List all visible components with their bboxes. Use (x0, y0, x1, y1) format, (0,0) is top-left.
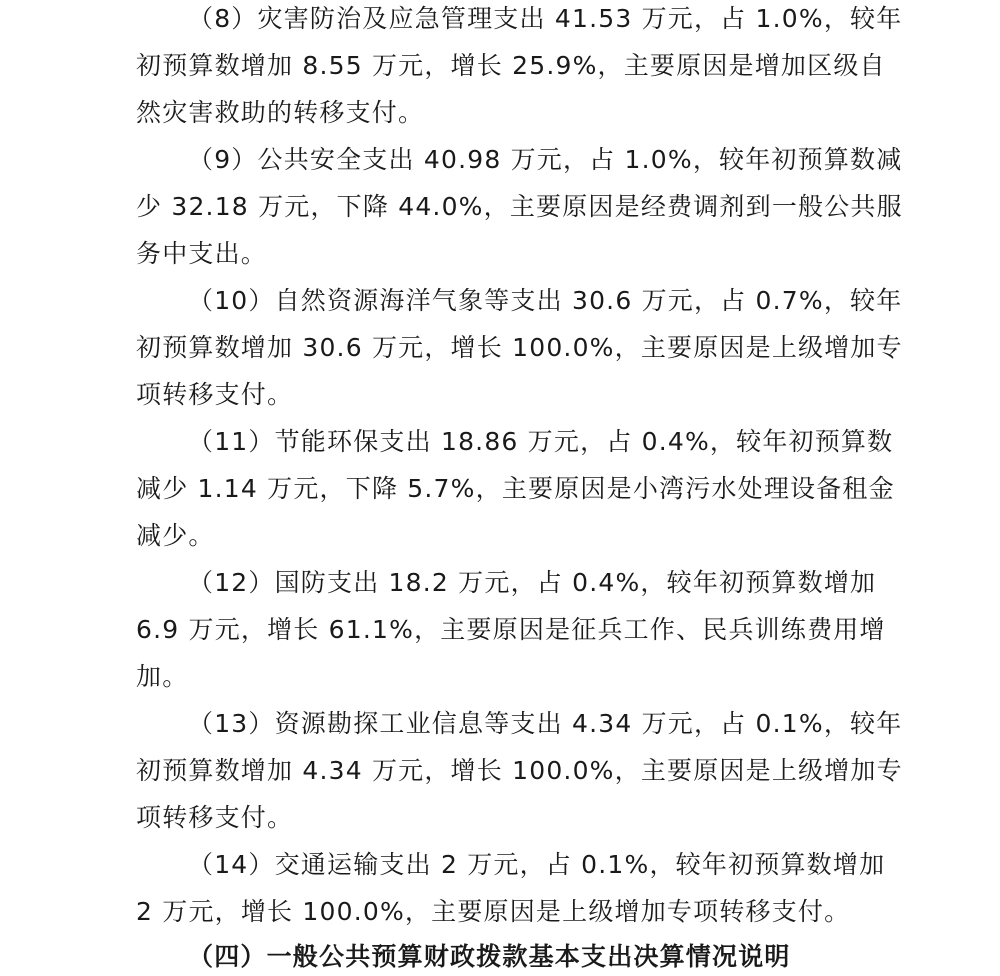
paragraph-12-line-1: （12）国防支出 18.2 万元，占 0.4%，较年初预算数增加 (188, 568, 877, 597)
paragraph-11-line-3: 减少。 (136, 521, 215, 550)
paragraph-9-line-1: （9）公共安全支出 40.98 万元，占 1.0%，较年初预算数减 (188, 145, 903, 174)
paragraph-14-line-1: （14）交通运输支出 2 万元，占 0.1%，较年初预算数增加 (188, 850, 886, 879)
paragraph-9-line-3: 务中支出。 (136, 239, 268, 268)
paragraph-12-line-3: 加。 (136, 662, 189, 691)
paragraph-8-line-3: 然灾害救助的转移支付。 (136, 98, 425, 127)
paragraph-13-line-3: 项转移支付。 (136, 803, 294, 832)
paragraph-9-line-2: 少 32.18 万元，下降 44.0%，主要原因是经费调剂到一般公共服 (136, 192, 903, 221)
section-heading: （四）一般公共预算财政拨款基本支出决算情况说明 (188, 942, 791, 971)
paragraph-10-line-2: 初预算数增加 30.6 万元，增长 100.0%，主要原因是上级增加专 (136, 333, 903, 362)
paragraph-10-line-1: （10）自然资源海洋气象等支出 30.6 万元，占 0.7%，较年 (188, 286, 903, 315)
paragraph-13-line-2: 初预算数增加 4.34 万元，增长 100.0%，主要原因是上级增加专 (136, 756, 903, 785)
paragraph-8-line-2: 初预算数增加 8.55 万元，增长 25.9%，主要原因是增加区级自 (136, 51, 886, 80)
paragraph-13-line-1: （13）资源勘探工业信息等支出 4.34 万元，占 0.1%，较年 (188, 709, 903, 738)
paragraph-12-line-2: 6.9 万元，增长 61.1%，主要原因是征兵工作、民兵训练费用增 (136, 615, 886, 644)
paragraph-14-line-2: 2 万元，增长 100.0%，主要原因是上级增加专项转移支付。 (136, 897, 851, 926)
paragraph-11-line-1: （11）节能环保支出 18.86 万元，占 0.4%，较年初预算数 (188, 427, 894, 456)
paragraph-10-line-3: 项转移支付。 (136, 380, 294, 409)
paragraph-11-line-2: 减少 1.14 万元，下降 5.7%，主要原因是小湾污水处理设备租金 (136, 474, 895, 503)
paragraph-8-line-1: （8）灾害防治及应急管理支出 41.53 万元，占 1.0%，较年 (188, 4, 903, 33)
